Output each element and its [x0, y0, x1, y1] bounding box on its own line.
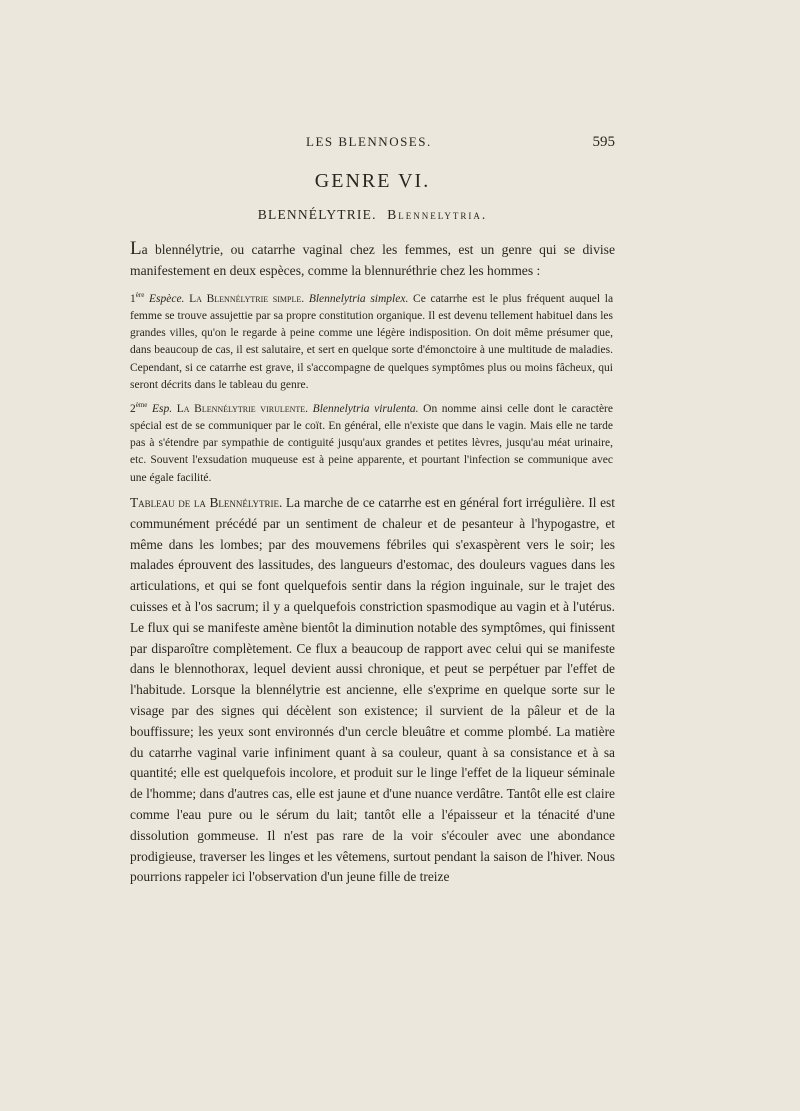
tableau-text: La marche de ce catarrhe est en général fort irrégulière. Il est communément précédé par un sentiment de chaleur et de pesanteur à l'hypogastre, et même dans les lombes; par des mouvemens fébriles qui s'exaspèrent vers le soir; les malades éprouvent des lassitudes, des langueurs d'estomac, des douleurs vagues dans les articulations, et qui se font quelquefois sentir dans la région inguinale, sur le trajet des cuisses et à l'os sacrum; il y a quelquefois constriction spasmodique au vagin et à l'utérus. Le flux qui se manifeste amène bientôt la diminution notable des symptômes, qui finissent par disparoître complètement. Ce flux a beaucoup de rapport avec celui qui se manifeste dans le blennothorax, lequel devient aussi chronique, et peut se perpétuer par l'effet de l'habitude. Lorsque la blennélytrie est ancienne, elle s'exprime en quelque sorte sur le visage par des signes qui décèlent son existence; il survient de la pâleur et de la bouffissure; les yeux sont environnés d'un cercle bleuâtre et comme plombé. La matière du catarrhe vaginal varie infiniment quant à sa couleur, quant à sa consistance et à sa quantité; elle est quelquefois incolore, et produit sur le linge l'effet de la liqueur séminale de l'homme; dans d'autres cas, elle est jaune et d'une nuance verdâtre. Tantôt elle est claire comme l'eau pure ou le sérum du lait; tantôt elle a l'épaisseur et la ténacité d'une dissolution gommeuse. Il n'est pas rare de la voir s'écouler avec une abondance prodigieuse, traverser les linges et les vêtemens, surtout pendant la saison de l'hiver. Nous pourrions rappeler ici l'observation d'un jeune fille de treize: [130, 495, 615, 885]
species-1-number: 1: [130, 292, 136, 305]
species-2-lead: Esp.: [152, 402, 173, 415]
drop-cap: L: [130, 238, 142, 259]
species-1-ordinal: ère: [135, 291, 145, 299]
tableau-heading: Tableau de la Blennélytrie.: [130, 495, 283, 510]
species-2-text: On nomme ainsi celle dont le caractère spécial est de se communiquer par le coït. En général, elle n'existe que dans le vagin. Mais elle ne tarde pas à s'étendre par sympathie de contiguité jusqu'aux grandes et petites lèvres, jusqu'au méat urinaire, etc. Souvent l'exsudation muqueuse est à peine apparente, et pourtant l'infection se communique avec une égale facilité.: [130, 402, 613, 484]
subtitle-main: BLENNÉLYTRIE.: [257, 207, 377, 222]
genre-title: GENRE VI.: [314, 170, 431, 192]
species-1-name: La Blennélytrie simple.: [189, 292, 305, 305]
intro-text: a blennélytrie, ou catarrhe vaginal chez les femmes, est un genre qui se divise manifestement en deux espèces, comme la blennuréthrie chez les hommes :: [130, 242, 615, 278]
tableau-paragraph: [130, 493, 615, 888]
section-subtitle: [130, 207, 615, 223]
subtitle-latin: Blennelytria.: [387, 207, 488, 222]
species-paragraph-1: [130, 287, 613, 394]
running-title: LES BLENNOSES.: [306, 134, 432, 149]
species-2-ordinal: ème: [135, 401, 148, 409]
species-1-text: Ce catarrhe est le plus fréquent auquel la femme se trouve assujettie par sa propre constitution organique. Il est devenu tellement habituel dans les grandes villes, qu'on le regarde à peine comme une légère indisposition. On doit même présumer que, dans beaucoup de cas, il est salutaire, et sert en quelque sorte d'émonctoire à une multitude de maladies. Cependant, si ce catarrhe est grave, il s'accompagne de quelques symptômes plus ou moins fâcheux, qui seront décrits dans le tableau du genre.: [130, 292, 614, 391]
species-2-name: La Blennélytrie virulente.: [176, 402, 309, 415]
species-2-latin: Blennelytria virulenta.: [312, 402, 419, 415]
species-2-number: 2: [130, 402, 136, 415]
species-paragraph-2: [130, 397, 613, 487]
species-1-lead: Espèce.: [148, 292, 185, 305]
species-1-latin: Blennelytria simplex.: [308, 292, 409, 305]
intro-paragraph: [130, 238, 615, 281]
page-number: 595: [592, 134, 615, 150]
